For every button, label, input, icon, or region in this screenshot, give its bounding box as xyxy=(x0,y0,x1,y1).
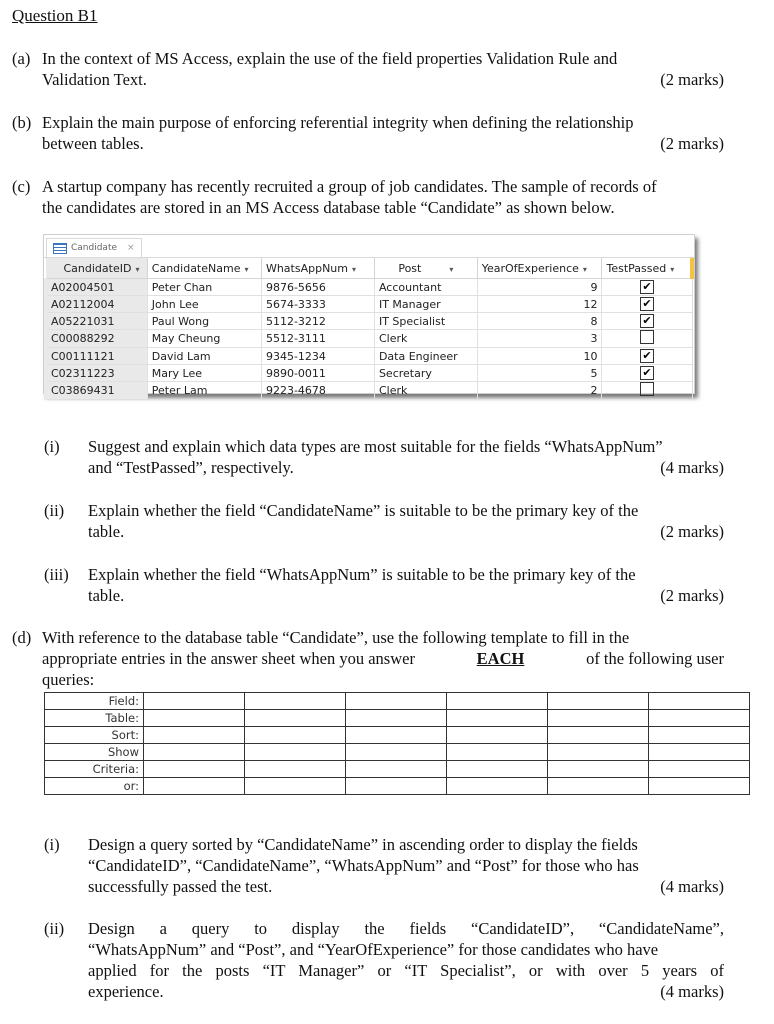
cell-candidateid[interactable]: C00111121 xyxy=(46,348,148,365)
question-d-ii xyxy=(44,918,724,1002)
table-row[interactable] xyxy=(46,382,693,400)
grid-cell[interactable] xyxy=(245,727,346,744)
column-header-label: YearOfExperience xyxy=(481,261,579,275)
access-tab-candidate[interactable] xyxy=(46,238,142,257)
question-a-line2: Validation Text. xyxy=(42,70,147,89)
grid-cell[interactable] xyxy=(649,744,750,761)
question-b xyxy=(12,112,724,154)
question-a-line1: In the context of MS Access, explain the use of the field properties Validation Rule and xyxy=(42,49,618,68)
grid-cell[interactable] xyxy=(649,761,750,778)
question-c-iii-marks: (2 marks) xyxy=(660,586,724,605)
question-c-ii-line2: table. xyxy=(88,522,125,541)
column-header-candidatename[interactable] xyxy=(147,258,261,279)
grid-cell[interactable] xyxy=(447,778,548,795)
cell-whatsappnum[interactable]: 9345-1234 xyxy=(261,348,374,365)
question-c-ii-line1: Explain whether the field “CandidateName” is suitable to be the primary key of the xyxy=(88,501,639,520)
question-a-label: (a) xyxy=(12,49,31,68)
question-d-line2-end: of the following user xyxy=(586,649,724,668)
grid-cell[interactable] xyxy=(144,761,245,778)
grid-cell[interactable] xyxy=(548,761,649,778)
grid-row xyxy=(45,727,750,744)
cell-candidatename[interactable]: John Lee xyxy=(147,296,261,313)
checkbox-checked[interactable]: ✔ xyxy=(640,314,654,328)
question-d-i xyxy=(44,834,724,897)
table-row[interactable] xyxy=(46,330,693,348)
cell-candidateid[interactable]: C02311223 xyxy=(46,365,148,382)
question-c xyxy=(12,176,724,218)
checkbox-checked[interactable]: ✔ xyxy=(640,280,654,294)
grid-cell[interactable] xyxy=(649,727,750,744)
cell-yearofexperience[interactable]: 12 xyxy=(477,296,602,313)
question-d-i-line1: Design a query sorted by “CandidateName” in ascending order to display the fields xyxy=(88,835,638,854)
cell-candidatename[interactable]: Peter Chan xyxy=(147,279,261,296)
cell-candidatename[interactable]: May Cheung xyxy=(147,330,261,348)
cell-yearofexperience[interactable]: 9 xyxy=(477,279,602,296)
grid-cell[interactable] xyxy=(346,710,447,727)
cell-testpassed[interactable] xyxy=(602,313,692,330)
chevron-down-icon[interactable]: ▾ xyxy=(582,264,587,274)
question-d-line1: With reference to the database table “Candidate”, use the following template to fill in the xyxy=(42,628,630,647)
question-c-iii-label: (iii) xyxy=(44,565,69,584)
access-table xyxy=(44,258,694,400)
question-d-i-line2: “CandidateID”, “CandidateName”, “WhatsAppNum” and “Post” for those who has xyxy=(88,856,639,875)
cell-candidateid[interactable]: A02004501 xyxy=(46,279,148,296)
column-header-post[interactable] xyxy=(374,258,477,279)
question-d-i-label: (i) xyxy=(44,835,60,854)
grid-cell[interactable] xyxy=(447,710,548,727)
cell-post[interactable]: Accountant xyxy=(374,279,477,296)
cell-testpassed[interactable] xyxy=(602,279,692,296)
question-c-line2: the candidates are stored in an MS Access database table “Candidate” as shown below. xyxy=(42,198,615,217)
question-c-i-marks: (4 marks) xyxy=(660,458,724,477)
cell-candidateid[interactable]: C00088292 xyxy=(46,330,148,348)
question-d xyxy=(12,627,724,690)
cell-candidateid[interactable]: A05221031 xyxy=(46,313,148,330)
question-c-iii xyxy=(44,564,724,606)
column-header-testpassed[interactable] xyxy=(602,258,692,279)
question-c-iii-line2: table. xyxy=(88,586,125,605)
checkbox-unchecked[interactable] xyxy=(640,382,654,396)
grid-cell[interactable] xyxy=(447,761,548,778)
question-d-ii-line3: applied for the posts “IT Manager” or “IT Specialist”, or with over 5 years of xyxy=(88,961,724,980)
cell-testpassed[interactable] xyxy=(602,330,692,348)
grid-cell[interactable] xyxy=(144,727,245,744)
cell-post[interactable]: Clerk xyxy=(374,330,477,348)
column-header-label: Post xyxy=(398,261,422,275)
access-tabbar xyxy=(44,235,694,258)
cell-yearofexperience[interactable]: 2 xyxy=(477,382,602,400)
question-c-ii-label: (ii) xyxy=(44,501,65,520)
question-c-i-line2: and “TestPassed”, respectively. xyxy=(88,458,294,477)
chevron-down-icon[interactable]: ▾ xyxy=(244,264,249,274)
question-c-ii xyxy=(44,500,724,542)
question-d-ii-line1: Design a query to display the fields “CandidateID”, “CandidateName”, xyxy=(88,919,724,938)
question-b-line1: Explain the main purpose of enforcing referential integrity when defining the relationship xyxy=(42,113,634,132)
grid-row xyxy=(45,778,750,795)
question-d-ii-line4: experience. xyxy=(88,982,164,1001)
grid-row-label: Show xyxy=(45,744,144,761)
question-b-label: (b) xyxy=(12,113,32,132)
grid-row-label: Criteria: xyxy=(45,761,144,778)
column-header-label: CandidateName xyxy=(151,261,241,275)
grid-cell[interactable] xyxy=(548,710,649,727)
grid-row xyxy=(45,710,750,727)
table-row[interactable] xyxy=(46,279,693,296)
question-b-line2: between tables. xyxy=(42,134,144,153)
question-d-label: (d) xyxy=(12,628,32,647)
grid-cell[interactable] xyxy=(245,761,346,778)
question-title: Question B1 xyxy=(12,6,98,25)
grid-cell[interactable] xyxy=(447,744,548,761)
cell-post[interactable]: Secretary xyxy=(374,365,477,382)
grid-cell[interactable] xyxy=(447,727,548,744)
grid-cell[interactable] xyxy=(548,744,649,761)
grid-cell[interactable] xyxy=(548,693,649,710)
cell-testpassed[interactable] xyxy=(602,296,692,313)
question-c-i-label: (i) xyxy=(44,437,60,456)
cell-testpassed[interactable] xyxy=(602,348,692,365)
grid-cell[interactable] xyxy=(346,778,447,795)
column-header-yearofexperience[interactable] xyxy=(477,258,602,279)
grid-cell[interactable] xyxy=(144,710,245,727)
question-c-i xyxy=(44,436,724,478)
question-d-i-line3: successfully passed the test. xyxy=(88,877,273,896)
grid-cell[interactable] xyxy=(346,761,447,778)
cell-whatsappnum[interactable]: 5674-3333 xyxy=(261,296,374,313)
grid-row-label: Sort: xyxy=(45,727,144,744)
grid-cell[interactable] xyxy=(548,727,649,744)
grid-cell[interactable] xyxy=(346,727,447,744)
grid-cell[interactable] xyxy=(245,693,346,710)
column-header-candidateid[interactable] xyxy=(46,258,148,279)
column-header-label: WhatsAppNum xyxy=(265,261,348,275)
checkbox-unchecked[interactable] xyxy=(640,330,654,344)
grid-cell[interactable] xyxy=(245,744,346,761)
grid-cell[interactable] xyxy=(346,744,447,761)
grid-row-label: Table: xyxy=(45,710,144,727)
grid-cell[interactable] xyxy=(649,778,750,795)
table-row[interactable] xyxy=(46,365,693,382)
grid-cell[interactable] xyxy=(649,693,750,710)
question-d-line2: appropriate entries in the answer sheet when you answer xyxy=(42,649,415,668)
question-a-marks: (2 marks) xyxy=(660,70,724,89)
cell-post[interactable]: IT Manager xyxy=(374,296,477,313)
cell-testpassed[interactable] xyxy=(602,365,692,382)
chevron-down-icon[interactable]: ▾ xyxy=(449,264,454,274)
question-c-iii-line1: Explain whether the field “WhatsAppNum” is suitable to be the primary key of the xyxy=(88,565,636,584)
cell-yearofexperience[interactable]: 3 xyxy=(477,330,602,348)
cell-post[interactable]: IT Specialist xyxy=(374,313,477,330)
cell-testpassed[interactable] xyxy=(602,382,692,400)
checkbox-checked[interactable]: ✔ xyxy=(640,349,654,363)
grid-cell[interactable] xyxy=(144,693,245,710)
checkbox-checked[interactable]: ✔ xyxy=(640,366,654,380)
cell-whatsappnum[interactable]: 9890-0011 xyxy=(261,365,374,382)
question-d-ii-line2: “WhatsAppNum” and “Post”, and “YearOfExperience” for those candidates who have xyxy=(88,940,659,959)
cell-candidatename[interactable]: Paul Wong xyxy=(147,313,261,330)
cell-candidateid[interactable]: C03869431 xyxy=(46,382,148,400)
cell-whatsappnum[interactable]: 5512-3111 xyxy=(261,330,374,348)
grid-row xyxy=(45,761,750,778)
question-d-ii-marks: (4 marks) xyxy=(660,982,724,1001)
access-datasheet xyxy=(43,234,695,397)
grid-cell[interactable] xyxy=(245,710,346,727)
grid-cell[interactable] xyxy=(245,778,346,795)
cell-candidateid[interactable]: A02112004 xyxy=(46,296,148,313)
chevron-down-icon[interactable]: ▾ xyxy=(352,264,357,274)
question-c-i-line1: Suggest and explain which data types are most suitable for the fields “WhatsAppNum” xyxy=(88,437,663,456)
cell-yearofexperience[interactable]: 8 xyxy=(477,313,602,330)
grid-cell[interactable] xyxy=(144,744,245,761)
column-header-whatsappnum[interactable] xyxy=(261,258,374,279)
question-c-line1: A startup company has recently recruited a group of job candidates. The sample of records of xyxy=(42,177,657,196)
grid-cell[interactable] xyxy=(447,693,548,710)
close-icon[interactable]: × xyxy=(127,243,135,253)
cell-whatsappnum[interactable]: 9876-5656 xyxy=(261,279,374,296)
cell-candidatename[interactable]: David Lam xyxy=(147,348,261,365)
grid-row-label: or: xyxy=(45,778,144,795)
table-row[interactable] xyxy=(46,296,693,313)
question-d-each: EACH xyxy=(476,649,525,668)
query-template-grid xyxy=(44,692,750,795)
grid-row-label: Field: xyxy=(45,693,144,710)
checkbox-checked[interactable]: ✔ xyxy=(640,297,654,311)
question-d-ii-label: (ii) xyxy=(44,919,65,938)
access-header-row xyxy=(46,258,693,279)
cell-candidatename[interactable]: Mary Lee xyxy=(147,365,261,382)
question-c-ii-marks: (2 marks) xyxy=(660,522,724,541)
cell-post[interactable]: Data Engineer xyxy=(374,348,477,365)
question-c-label: (c) xyxy=(12,177,31,196)
cell-whatsappnum[interactable]: 9223-4678 xyxy=(261,382,374,400)
question-b-marks: (2 marks) xyxy=(660,134,724,153)
grid-cell[interactable] xyxy=(144,778,245,795)
cell-yearofexperience[interactable]: 10 xyxy=(477,348,602,365)
grid-row xyxy=(45,693,750,710)
cell-candidatename[interactable]: Peter Lam xyxy=(147,382,261,400)
table-icon xyxy=(53,243,67,254)
grid-cell[interactable] xyxy=(548,778,649,795)
question-d-line3: queries: xyxy=(42,670,95,689)
cell-whatsappnum[interactable]: 5112-3212 xyxy=(261,313,374,330)
question-d-i-marks: (4 marks) xyxy=(660,877,724,896)
grid-cell[interactable] xyxy=(346,693,447,710)
access-tab-label: Candidate xyxy=(71,243,118,253)
cell-post[interactable]: Clerk xyxy=(374,382,477,400)
cell-yearofexperience[interactable]: 5 xyxy=(477,365,602,382)
column-header-label: TestPassed xyxy=(606,261,667,275)
grid-cell[interactable] xyxy=(649,710,750,727)
table-row[interactable] xyxy=(46,313,693,330)
chevron-down-icon[interactable]: ▾ xyxy=(135,264,140,274)
question-a xyxy=(12,48,724,90)
table-row[interactable] xyxy=(46,348,693,365)
grid-row xyxy=(45,744,750,761)
chevron-down-icon[interactable]: ▾ xyxy=(670,264,675,274)
column-header-label: CandidateID xyxy=(63,261,132,275)
